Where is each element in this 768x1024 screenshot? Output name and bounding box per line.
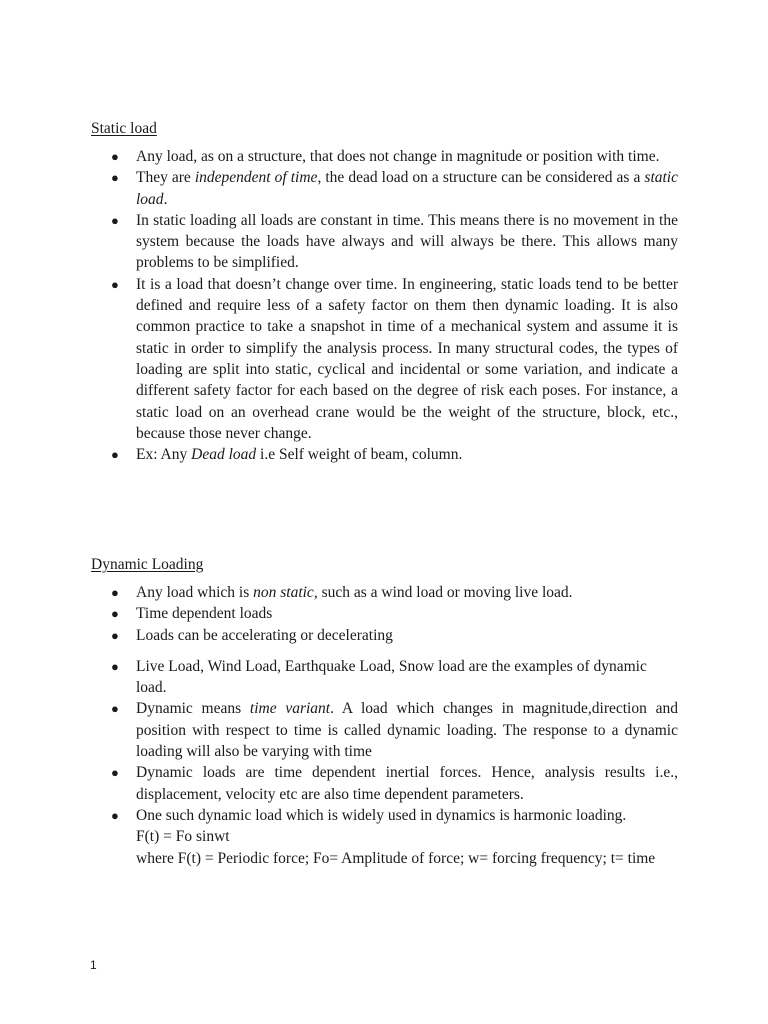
page-number: 1 (90, 958, 97, 972)
item-text: , such as a wind load or moving live load. (313, 584, 573, 601)
list-item (110, 603, 678, 624)
list-item (110, 210, 678, 274)
italic-term: Dead load (191, 446, 257, 464)
item-text: Any load which is (136, 584, 254, 601)
item-text: In static loading all loads are constant in time. This means there is no movement in the system because the loads have always and will always be there. This allows many problems to be simplified. (136, 211, 678, 272)
item-text: It is a load that doesn’t change over time. In engineering, static loads tend to be better defined and require less of a safety factor on them then dynamic loading. It is also common practice to take a snapshot in time of a mechanical system and assume it is static in order to simplify the analysis process. In many structural codes, the types of loading are split into static, cyclical and incidental or some variation, and indicate a different safety factor for each based on the degree of risk each poses. For instance, a static load on an overhead crane would be the weight of the structure, block, etc., because those never change. (136, 275, 678, 442)
bullet-icon: ● (111, 276, 119, 292)
list-item (110, 625, 678, 646)
formula-legend: where F(t) = Periodic force; Fo= Amplitude of force; w= forcing frequency; t= time (136, 849, 656, 867)
list-item (110, 274, 678, 444)
italic-term: independent of time (194, 169, 318, 187)
item-text: They are (136, 169, 195, 187)
dynamic-loading-list (110, 582, 678, 869)
bullet-icon: ● (111, 447, 119, 463)
list-item (110, 582, 678, 603)
list-item (110, 698, 678, 762)
dynamic-loading-heading: Dynamic Loading (91, 556, 204, 573)
bullet-icon: ● (111, 627, 119, 643)
item-text: Dynamic means (136, 700, 250, 718)
bullet-icon: ● (111, 701, 119, 717)
item-text: Time dependent loads (136, 605, 273, 623)
bullet-icon: ● (111, 765, 119, 781)
item-text: Loads can be accelerating or decelerating (136, 626, 393, 644)
bullet-icon: ● (111, 658, 119, 674)
italic-term: static load (136, 169, 678, 208)
list-item (110, 805, 678, 869)
list-item (110, 146, 678, 167)
bullet-icon: ● (111, 807, 119, 823)
item-text: , the dead load on a structure can be considered as a (317, 169, 645, 187)
static-load-heading: Static load (91, 120, 157, 137)
list-item (110, 656, 678, 699)
italic-term: time variant (249, 700, 331, 718)
bullet-icon: ● (111, 212, 119, 228)
italic-term: non static (253, 584, 314, 601)
item-text: Any load, as on a structure, that does not change in magnitude or position with time. (136, 148, 660, 165)
item-text: Dynamic loads are time dependent inertial forces. Hence, analysis results i.e., displacement, velocity etc are also time dependent parameters. (136, 764, 678, 803)
list-item (110, 167, 678, 210)
static-load-list (110, 146, 678, 465)
list-item (110, 444, 678, 465)
bullet-icon: ● (111, 149, 119, 164)
bullet-icon: ● (111, 585, 119, 600)
list-item (110, 762, 678, 805)
item-text: . A load which changes in magnitude,direction and position with respect to time is called dynamic loading. The response to a dynamic loading will also be varying with time (136, 700, 678, 761)
item-text: . (163, 190, 168, 208)
harmonic-formula: F(t) = Fo sinwt (136, 828, 230, 846)
bullet-icon: ● (111, 606, 119, 622)
item-text: Ex: Any (136, 446, 192, 464)
bullet-icon: ● (111, 170, 119, 186)
item-text: One such dynamic load which is widely used in dynamics is harmonic loading. (136, 806, 627, 824)
item-text: i.e Self weight of beam, column. (256, 446, 463, 464)
item-text: Live Load, Wind Load, Earthquake Load, Snow load are the examples of dynamic load. (136, 657, 647, 697)
